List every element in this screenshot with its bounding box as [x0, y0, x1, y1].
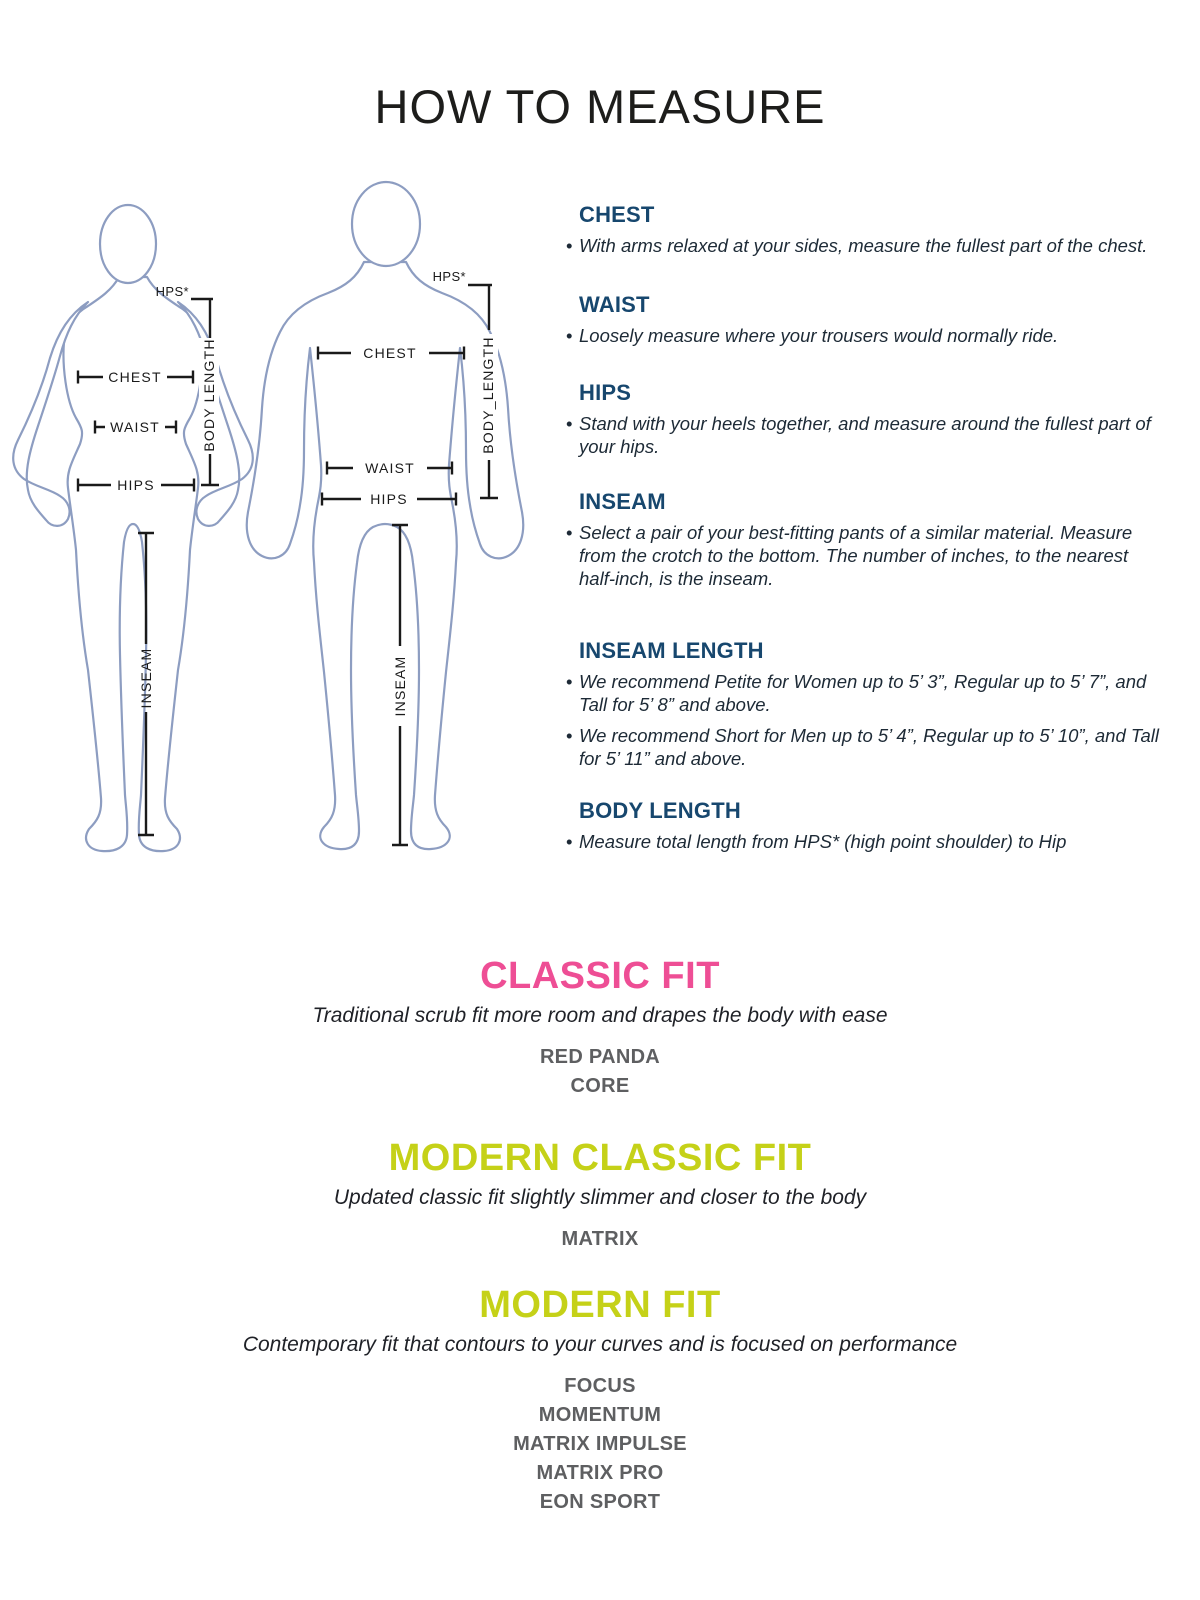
male-hps-label: HPS* — [432, 269, 466, 284]
measurement-diagram — [0, 150, 540, 880]
section-heading: BODY LENGTH — [579, 798, 741, 823]
fit-section-modern — [100, 1285, 1100, 1517]
section-bullet: • With arms relaxed at your sides, measure the fullest part of the chest. — [566, 234, 1164, 257]
fit-product-list — [100, 1225, 1100, 1254]
male-figure — [247, 182, 523, 849]
female-hips-label: HIPS — [117, 477, 155, 493]
section-bullet: • We recommend Petite for Women up to 5’ 3”, Regular up to 5’ 7”, and Tall for 5’ 8” and above. — [566, 670, 1164, 716]
section-heading: INSEAM LENGTH — [579, 638, 764, 663]
fit-description: Updated classic fit slightly slimmer and closer to the body — [333, 1186, 867, 1209]
product-name: MATRIX PRO — [536, 1462, 664, 1484]
female-hps-label: HPS* — [155, 284, 189, 299]
measure-section-inseam-length — [566, 638, 1164, 778]
female-bodylength-label: BODY LENGTH — [201, 338, 217, 452]
male-inseam-label: INSEAM — [392, 655, 408, 717]
section-heading: WAIST — [579, 292, 650, 317]
male-hips-label: HIPS — [370, 491, 408, 507]
female-chest-label: CHEST — [108, 369, 162, 385]
product-name: FOCUS — [564, 1375, 636, 1397]
section-bullet: • Measure total length from HPS* (high point shoulder) to Hip — [566, 830, 1164, 853]
section-heading: INSEAM — [579, 489, 666, 514]
female-figure — [13, 205, 253, 851]
section-heading: CHEST — [579, 202, 655, 227]
product-name: MOMENTUM — [538, 1404, 662, 1426]
section-bullet: • Select a pair of your best-fitting pants of a similar material. Measure from the crotch to the bottom. The number of inches, to the nearest half-inch, is the inseam. — [566, 521, 1164, 590]
product-name: EON SPORT — [539, 1491, 661, 1513]
product-name: CORE — [570, 1075, 630, 1097]
section-bullet: • Loosely measure where your trousers would normally ride. — [566, 324, 1164, 347]
section-bullet: • We recommend Short for Men up to 5’ 4”, Regular up to 5’ 10”, and Tall for 5’ 11” and above. — [566, 724, 1164, 770]
female-waist-label: WAIST — [110, 419, 160, 435]
fit-section-modern-classic — [100, 1138, 1100, 1254]
fit-section-classic — [100, 956, 1100, 1101]
fit-title: MODERN CLASSIC FIT — [388, 1137, 812, 1179]
male-bodylength-label: BODY_LENGTH — [480, 336, 496, 454]
section-bullet: • Stand with your heels together, and measure around the fullest part of your hips. — [566, 412, 1164, 458]
fit-product-list — [100, 1043, 1100, 1101]
fit-description: Traditional scrub fit more room and drapes the body with ease — [312, 1004, 888, 1027]
measure-section-body-length — [566, 798, 1164, 861]
fit-title: MODERN FIT — [479, 1284, 721, 1326]
fit-title: CLASSIC FIT — [480, 955, 720, 997]
product-name: MATRIX — [561, 1228, 639, 1250]
measure-section-waist — [566, 292, 1164, 355]
male-head — [352, 182, 420, 266]
page-title: HOW TO MEASURE — [374, 80, 826, 134]
measure-section-hips — [566, 380, 1164, 466]
male-chest-label: CHEST — [363, 345, 417, 361]
female-inseam-label: INSEAM — [138, 647, 154, 709]
measure-section-chest — [566, 202, 1164, 265]
male-waist-label: WAIST — [365, 460, 415, 476]
product-name: RED PANDA — [539, 1046, 661, 1068]
female-body-outline — [64, 277, 203, 851]
section-heading: HIPS — [579, 380, 632, 405]
fit-description: Contemporary fit that contours to your curves and is focused on performance — [242, 1333, 958, 1356]
measure-section-inseam — [566, 489, 1164, 598]
product-name: MATRIX IMPULSE — [513, 1433, 687, 1455]
female-head — [100, 205, 156, 283]
fit-product-list — [100, 1372, 1100, 1517]
